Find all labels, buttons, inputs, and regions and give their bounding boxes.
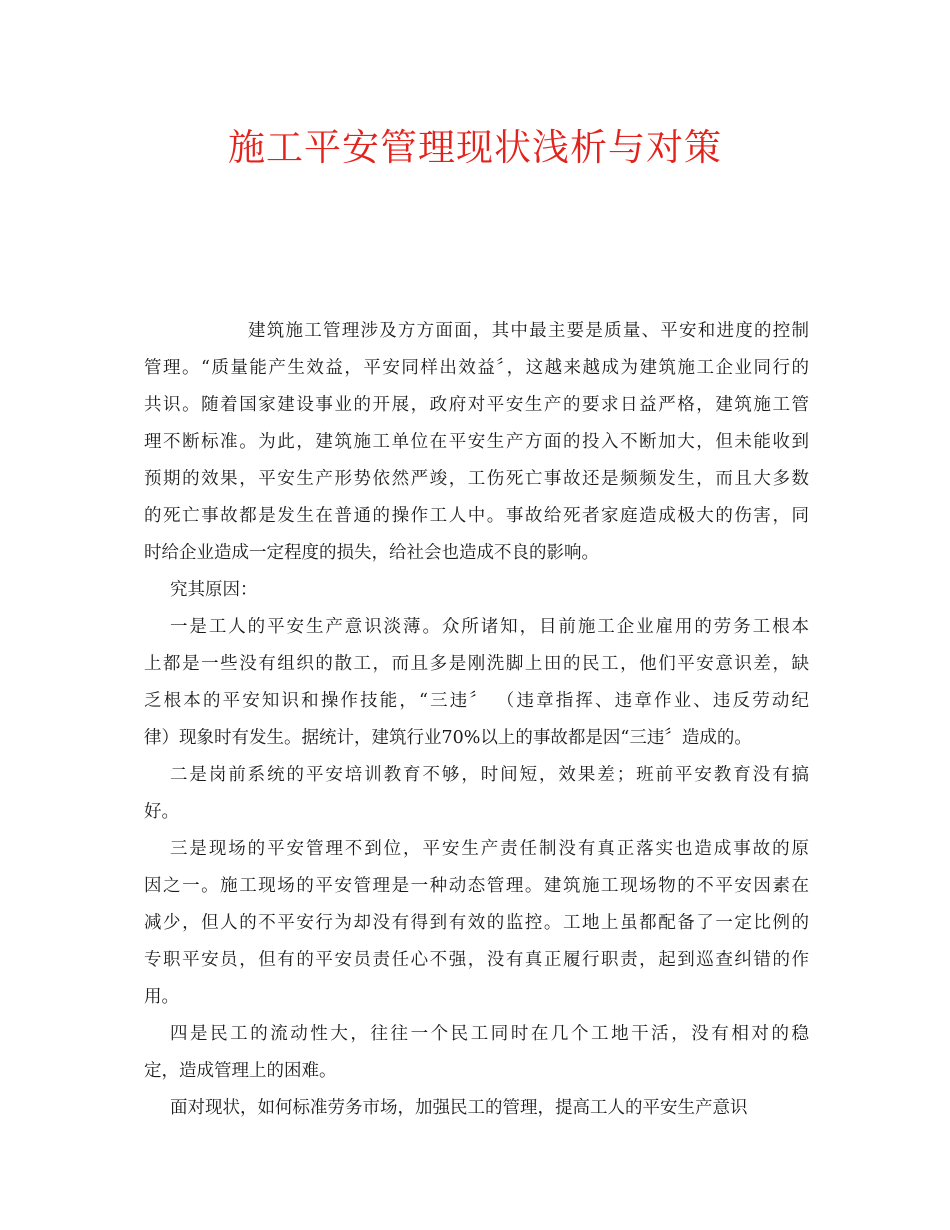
paragraph-line: 乏根本的平安知识和操作技能，“三违〞 （违章指挥、违章作业、违反劳动纪 — [144, 691, 809, 711]
paragraph-line: 因之一。施工现场的平安管理是一种动态管理。建筑施工现场物的不平安因素在 — [144, 876, 809, 896]
paragraph-line: 减少，但人的不平安行为却没有得到有效的监控。工地上虽都配备了一定比例的 — [144, 913, 809, 933]
paragraph-line: 预期的效果，平安生产形势依然严竣，工伤死亡事故还是频频发生，而且大多数 — [144, 469, 809, 489]
paragraph — [144, 1090, 809, 1127]
paragraph-line: 专职平安员，但有的平安员责任心不强，没有真正履行职责，起到巡查纠错的作 — [144, 950, 809, 970]
paragraph-line: 共识。随着国家建设事业的开展，政府对平安生产的要求日益严格，建筑施工管 — [144, 395, 809, 415]
paragraph — [144, 572, 809, 609]
paragraph — [144, 757, 809, 831]
paragraph-line: 时给企业造成一定程度的损失，给社会也造成不良的影响。 — [144, 543, 599, 563]
paragraph — [144, 831, 809, 1016]
paragraph — [144, 1016, 809, 1090]
paragraph — [144, 609, 809, 757]
paragraph-line: 定，造成管理上的困难。 — [144, 1061, 337, 1081]
paragraph-line: 上都是一些没有组织的散工，而且多是刚洗脚上田的民工，他们平安意识差，缺 — [144, 654, 809, 674]
paragraph-line: 的死亡事故都是发生在普通的操作工人中。事故给死者家庭造成极大的伤害，同 — [144, 506, 809, 526]
paragraph-line: 建筑施工管理涉及方方面面，其中最主要是质量、平安和进度的控制 — [248, 321, 809, 341]
paragraph-line: 用。 — [144, 987, 179, 1007]
document-title: 施工平安管理现状浅析与对策 — [228, 126, 722, 169]
document-body — [144, 313, 809, 1127]
paragraph-line: 好。 — [144, 802, 179, 822]
paragraph-line: 究其原因： — [170, 580, 258, 600]
paragraph-line: 二是岗前系统的平安培训教育不够，时间短，效果差；班前平安教育没有搞 — [170, 765, 809, 785]
paragraph-line: 律）现象时有发生。据统计，建筑行业70%以上的事故都是因“三违〞造成的。 — [144, 728, 752, 748]
paragraph — [144, 313, 809, 572]
paragraph-line: 理不断标准。为此，建筑施工单位在平安生产方面的投入不断加大，但未能收到 — [144, 432, 809, 452]
paragraph-line: 三是现场的平安管理不到位，平安生产责任制没有真正落实也造成事故的原 — [170, 839, 809, 859]
paragraph-line: 管理。“质量能产生效益，平安同样出效益〞，这越来越成为建筑施工企业同行的 — [144, 358, 809, 378]
paragraph-line: 面对现状，如何标准劳务市场，加强民工的管理，提高工人的平安生产意识 — [170, 1098, 748, 1118]
paragraph-line: 四是民工的流动性大，往往一个民工同时在几个工地干活，没有相对的稳 — [170, 1024, 809, 1044]
paragraph-line: 一是工人的平安生产意识淡薄。众所诸知，目前施工企业雇用的劳务工根本 — [170, 617, 809, 637]
